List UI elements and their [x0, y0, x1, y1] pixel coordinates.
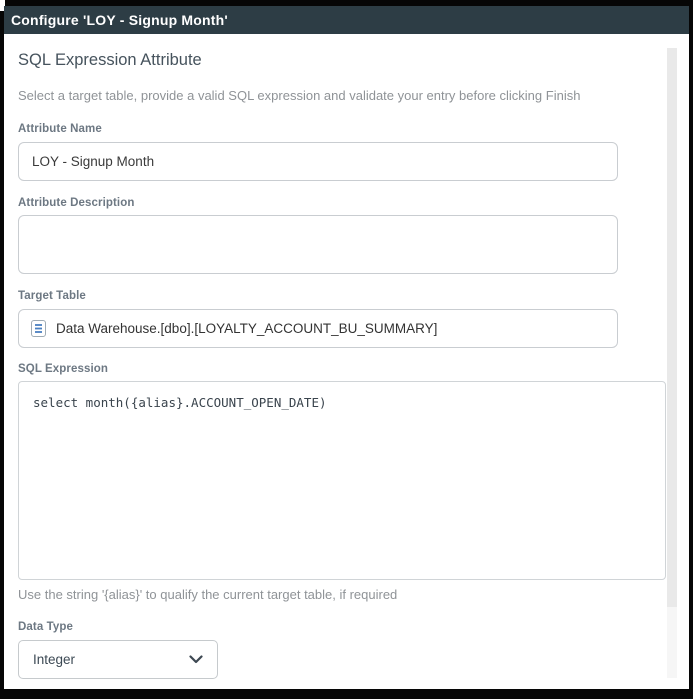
window-border-left	[0, 11, 4, 699]
target-table-label: Target Table	[18, 290, 86, 302]
dialog-titlebar	[4, 6, 689, 34]
dialog-title: Configure 'LOY - Signup Month'	[11, 12, 228, 28]
window-border-bottom	[0, 689, 693, 699]
attribute-name-input[interactable]	[18, 142, 618, 181]
data-type-label: Data Type	[18, 621, 74, 633]
window-border-right	[689, 0, 693, 699]
target-table-value: Data Warehouse.[dbo].[LOYALTY_ACCOUNT_BU_SUMMARY]	[56, 321, 438, 336]
page-subtitle: Select a target table, provide a valid SQL expression and validate your entry before clicking Finish	[18, 88, 581, 103]
target-table-field[interactable]	[18, 309, 618, 348]
attribute-description-textarea[interactable]	[18, 215, 618, 274]
table-document-icon	[31, 320, 46, 337]
sql-alias-helper-text: Use the string '{alias}' to qualify the current target table, if required	[18, 587, 398, 602]
page-title: SQL Expression Attribute	[18, 51, 202, 69]
attribute-description-label: Attribute Description	[18, 197, 135, 209]
sql-expression-label: SQL Expression	[18, 363, 109, 375]
data-type-select[interactable]	[18, 640, 218, 679]
data-type-selected-value: Integer	[33, 652, 76, 667]
chevron-down-icon	[189, 655, 203, 664]
vertical-scrollbar-track[interactable]	[667, 48, 677, 678]
sql-expression-textarea[interactable]	[18, 381, 666, 580]
vertical-scrollbar-thumb[interactable]	[667, 48, 677, 607]
attribute-name-label: Attribute Name	[18, 123, 102, 135]
